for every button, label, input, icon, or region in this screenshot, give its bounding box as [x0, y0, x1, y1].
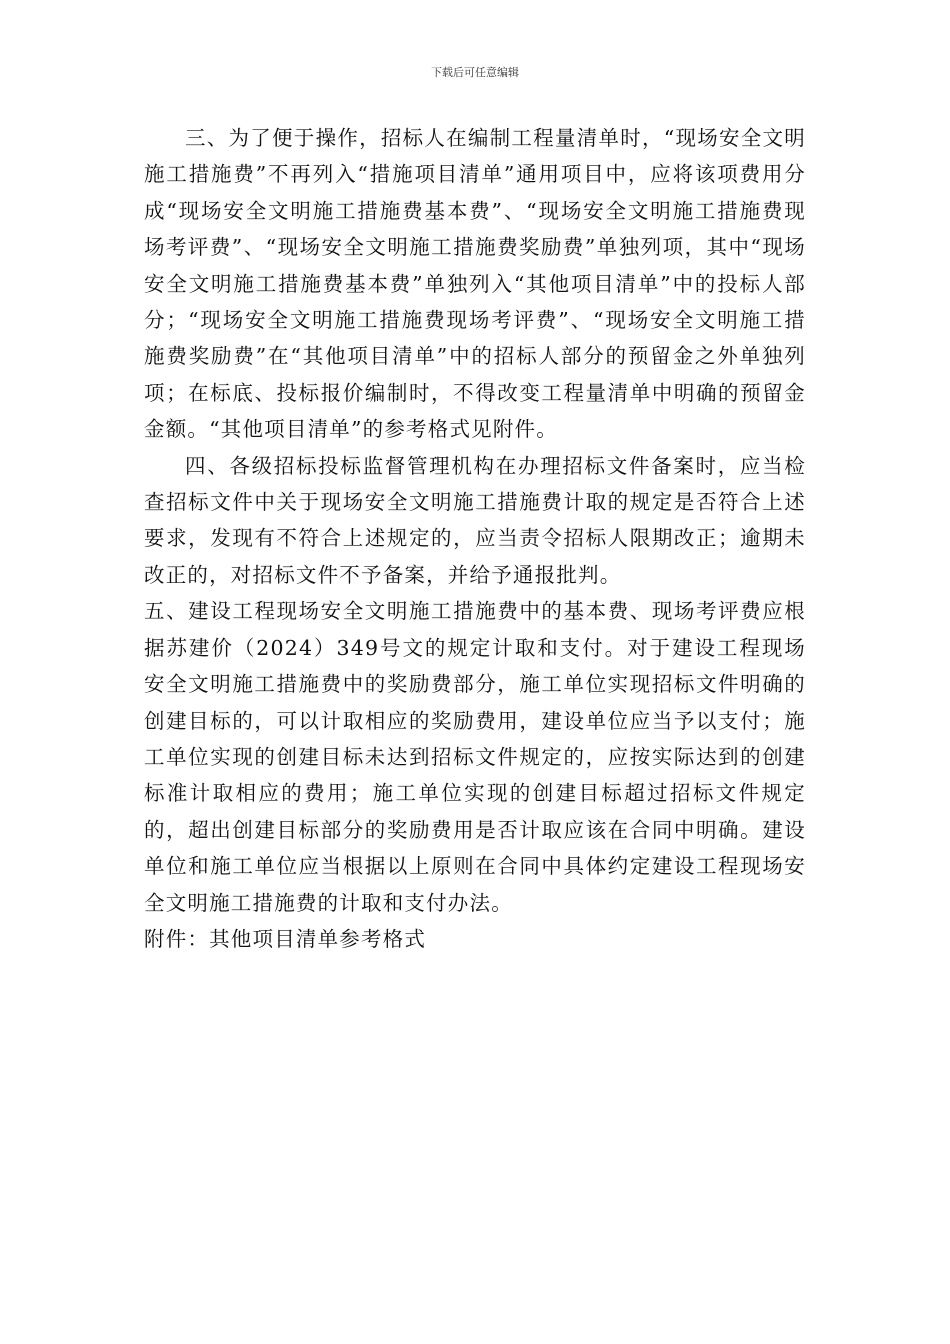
- paragraph-five: 五、建设工程现场安全文明施工措施费中的基本费、现场考评费应根据苏建价（2024）349号文的规定计取和支付。对于建设工程现场安全文明施工措施费中的奖励费部分，施工单位实现招标文件明确的创建目标的，可以计取相应的奖励费用，建设单位应当予以支付；施工单位实现的创建目标未达到招标文件规定的，应按实际达到的创建标准计取相应的费用；施工单位实现的创建目标超过招标文件规定的，超出创建目标部分的奖励费用是否计取应该在合同中明确。建设单位和施工单位应当根据以上原则在合同中具体约定建设工程现场安全文明施工措施费的计取和支付办法。: [144, 599, 806, 915]
- paragraph-three: 三、为了便于操作，招标人在编制工程量清单时，“现场安全文明施工措施费”不再列入“措施项目清单”通用项目中，应将该项费用分成“现场安全文明施工措施费基本费”、“现场安全文明施工措施费现场考评费”、“现场安全文明施工措施费奖励费”单独列项，其中“现场安全文明施工措施费基本费”单独列入“其他项目清单”中的投标人部分；“现场安全文明施工措施费现场考评费”、“现场安全文明施工措施费奖励费”在“其他项目清单”中的招标人部分的预留金之外单独列项；在标底、投标报价编制时，不得改变工程量清单中明确的预留金金额。“其他项目清单”的参考格式见附件。: [144, 126, 806, 442]
- page-header: 下载后可任意编辑: [431, 66, 519, 79]
- attachment-line: 附件：其他项目清单参考格式: [144, 926, 427, 951]
- document-body: [144, 120, 806, 957]
- paragraph-four: 四、各级招标投标监督管理机构在办理招标文件备案时，应当检查招标文件中关于现场安全文明施工措施费计取的规定是否符合上述要求，发现有不符合上述规定的，应当责令招标人限期改正；逾期未改正的，对招标文件不予备案，并给予通报批判。: [144, 453, 806, 587]
